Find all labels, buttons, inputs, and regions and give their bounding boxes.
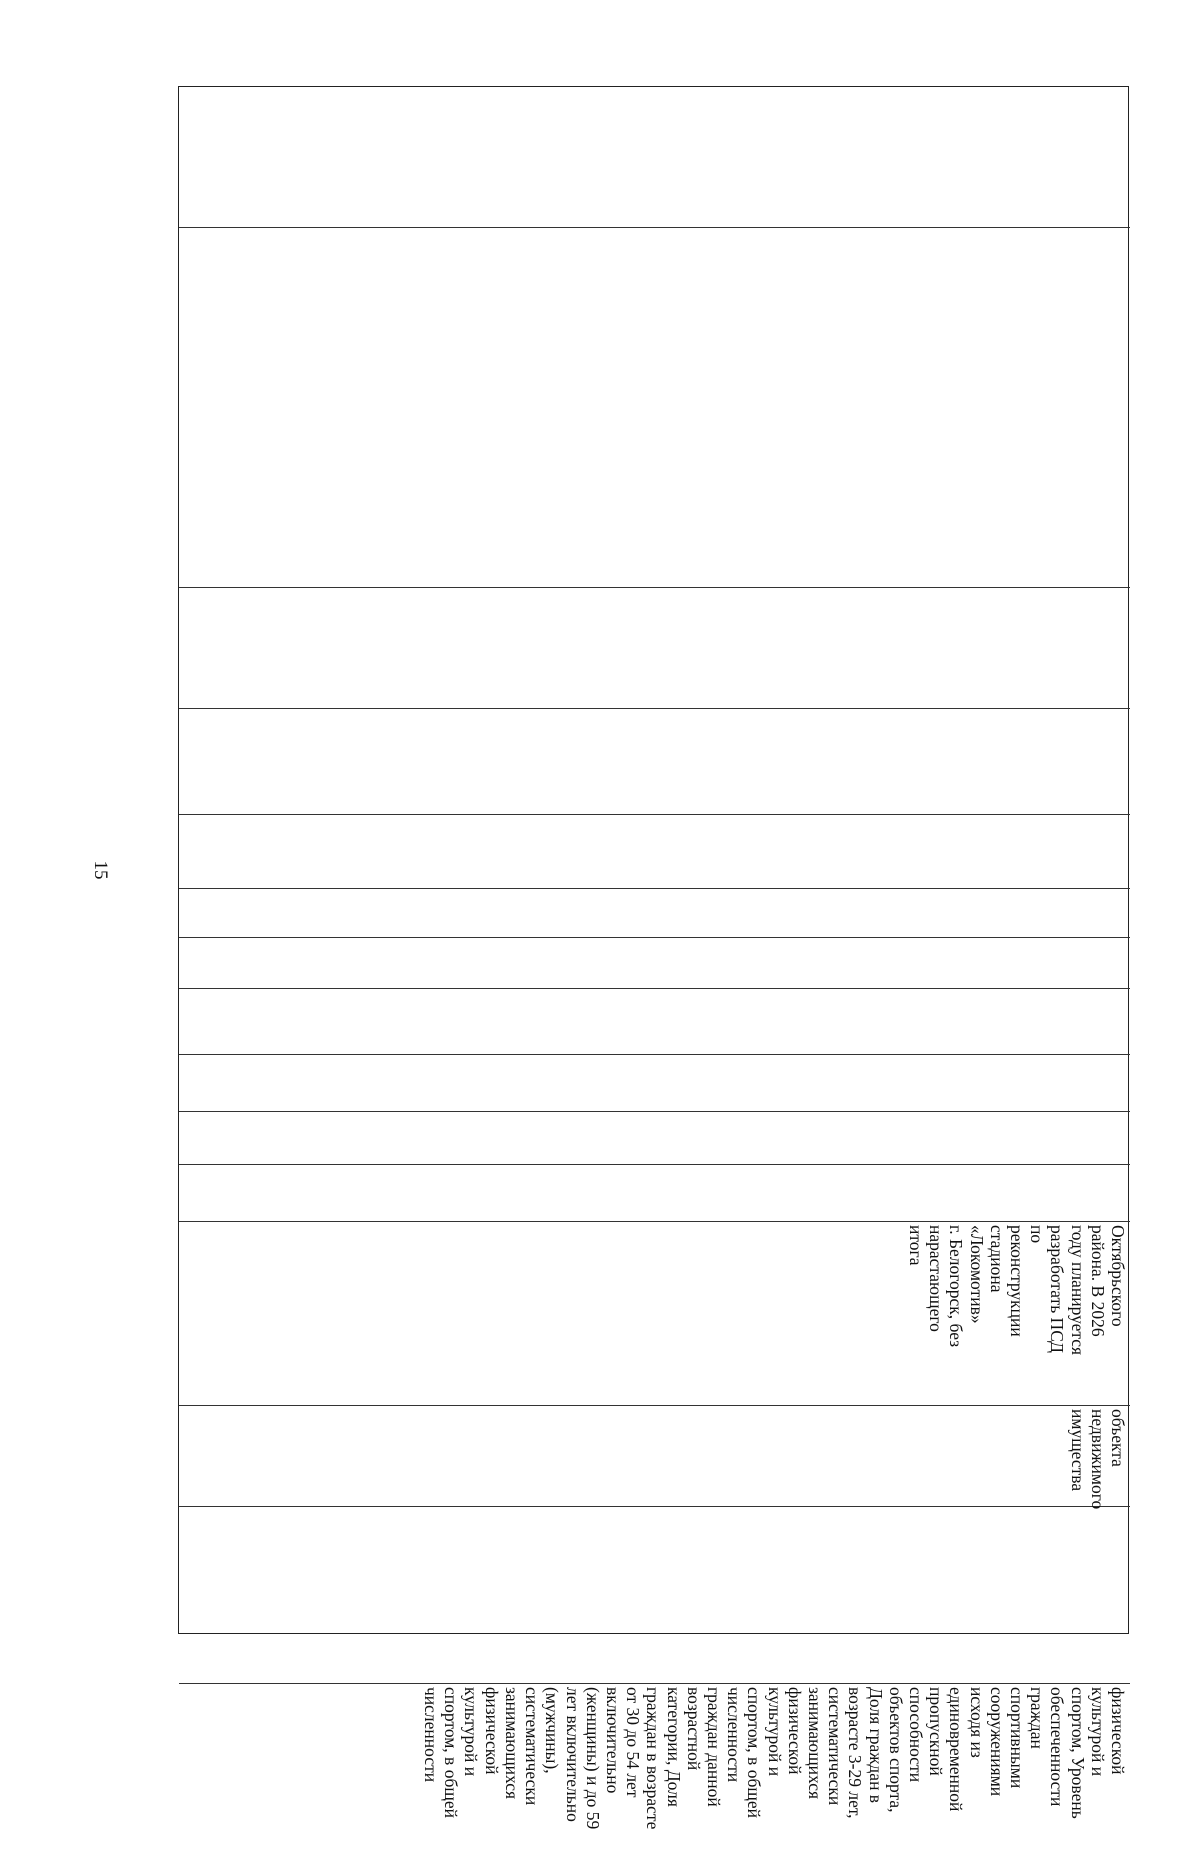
table-cell bbox=[1128, 1510, 1130, 1680]
table-column-15 bbox=[179, 1684, 1130, 1867]
table-cell bbox=[1128, 992, 1130, 1051]
table-column-5 bbox=[179, 815, 1130, 889]
table-cell bbox=[1128, 1168, 1130, 1218]
table-cell bbox=[1128, 892, 1130, 934]
table-cell bbox=[1128, 90, 1130, 224]
table-column-10 bbox=[179, 1112, 1130, 1165]
table-cell bbox=[1128, 591, 1130, 705]
table-column-9 bbox=[179, 1055, 1130, 1112]
table-column-7 bbox=[179, 938, 1130, 989]
table-cell bbox=[1128, 1058, 1130, 1108]
table-cell bbox=[1128, 818, 1130, 885]
table-cell bbox=[1128, 1115, 1130, 1161]
table-cell: объекта недвижимого имущества bbox=[1067, 1409, 1128, 1510]
table-cell bbox=[1128, 712, 1130, 811]
table-column-11 bbox=[179, 1165, 1130, 1222]
table-column-14 bbox=[179, 1507, 1130, 1684]
rotated-table bbox=[179, 87, 1130, 1830]
table-cell: Октябрьского района. В 2026 году планируется разработать ПСД по реконструкции стадиона «Локомотив» г. Белогорск, без нарастающего итога bbox=[905, 1225, 1128, 1356]
table-column-3 bbox=[179, 588, 1130, 709]
table-cell bbox=[1128, 941, 1130, 985]
table-frame bbox=[178, 86, 1129, 1830]
table-column-1 bbox=[179, 87, 1130, 228]
table-column-4 bbox=[179, 709, 1130, 815]
table-cell bbox=[1128, 231, 1130, 584]
table-cell: физической культурой и спортом, Уровень обеспеченности граждан спортивными сооружениями исходя из единовременной пропускной способности объектов спорта, Доля граждан в возрасте 3-29 лет, систематически занимающихся физической культурой и спортом, в общей численности граждан данной возрастной категории, Доля граждан в возрасте от 30 до 54 лет включительно (женщины) и до 59 лет включительно (мужчины), систематически занимающихся физической культурой и спортом, в общей численности bbox=[421, 1687, 1128, 1830]
table-column-6 bbox=[179, 889, 1130, 938]
page-number: 15 bbox=[90, 860, 111, 880]
table-column-8 bbox=[179, 989, 1130, 1055]
table-column-13 bbox=[179, 1406, 1130, 1510]
table-column-12 bbox=[179, 1222, 1130, 1406]
table-column-2 bbox=[179, 228, 1130, 588]
